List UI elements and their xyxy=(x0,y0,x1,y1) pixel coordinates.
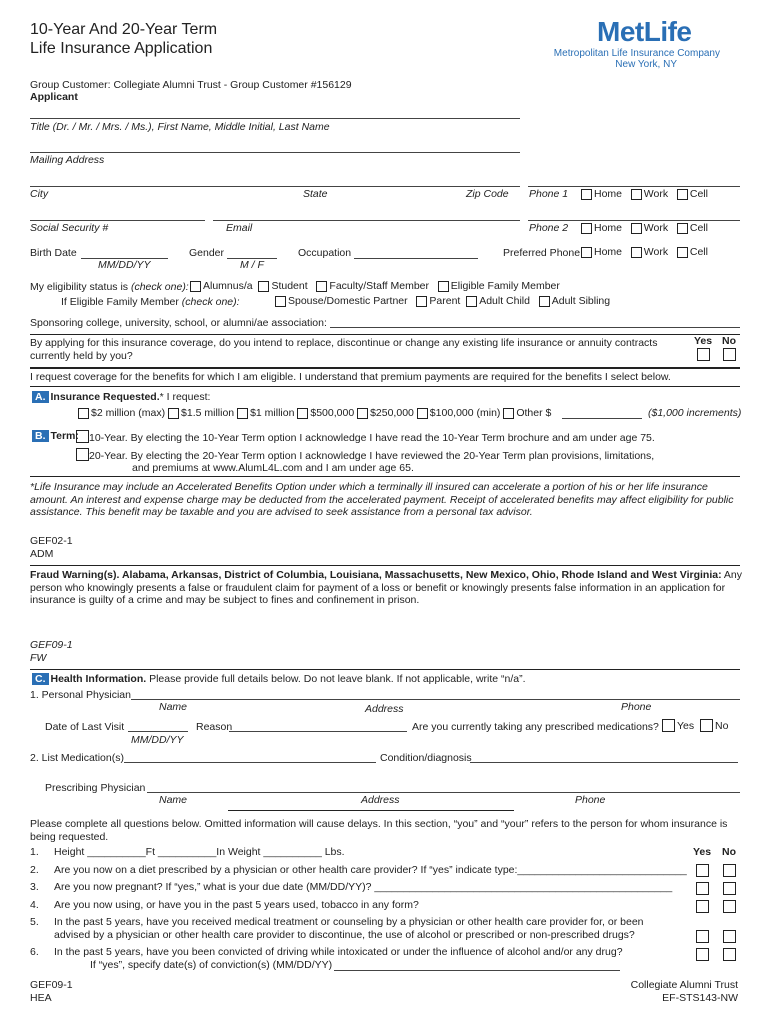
q4-no-checkbox[interactable] xyxy=(723,900,736,913)
checkbox[interactable] xyxy=(316,281,327,292)
footer-trust-name: Collegiate Alumni Trust xyxy=(630,979,738,991)
fraud-warning-text: Any xyxy=(721,569,743,581)
mailing-line[interactable] xyxy=(30,152,520,153)
family-parent-option[interactable] xyxy=(416,295,460,307)
divider xyxy=(30,565,740,566)
option-label: Alumnus/a xyxy=(203,280,253,292)
checkbox[interactable] xyxy=(677,223,688,234)
footer-right xyxy=(631,979,738,1004)
checkbox[interactable] xyxy=(677,189,688,200)
question-4 xyxy=(30,899,419,911)
option-label: Faculty/Staff Member xyxy=(329,280,430,292)
phone1-line[interactable] xyxy=(528,186,740,187)
eligibility-label-hint: (check one): xyxy=(130,281,189,293)
option-label: Home xyxy=(594,222,623,234)
option-label: Home xyxy=(594,188,623,200)
checkbox[interactable] xyxy=(190,281,201,292)
checkbox[interactable] xyxy=(539,296,550,307)
question-number: 4. xyxy=(30,899,39,911)
last-visit-field[interactable] xyxy=(128,731,188,732)
phone1-work-option[interactable] xyxy=(631,188,668,200)
list-meds-label: 2. List Medication(s) xyxy=(30,752,124,764)
checkbox[interactable] xyxy=(466,296,477,307)
form-title-line2: Life Insurance Application xyxy=(30,40,213,57)
last-visit-label: Date of Last Visit xyxy=(45,721,125,733)
sponsoring-label: Sponsoring college, university, school, or alumni/ae association: xyxy=(30,317,327,329)
section-a-sub: * I request: xyxy=(159,391,211,403)
phone2-label: Phone 2 xyxy=(529,222,569,234)
q5-no-checkbox[interactable] xyxy=(723,930,736,943)
q4-yes-checkbox[interactable] xyxy=(696,900,709,913)
state-label: State xyxy=(303,188,328,200)
option-label: Cell xyxy=(689,222,708,234)
checkbox[interactable] xyxy=(76,448,89,461)
question-text: Height __________Ft __________In Weight __________ Lbs. xyxy=(54,846,345,858)
eligibility-label xyxy=(30,281,189,293)
amount-100k-option[interactable] xyxy=(417,407,501,419)
checkbox[interactable] xyxy=(168,408,179,419)
question-2 xyxy=(30,864,687,876)
conviction-dates-field[interactable] xyxy=(334,970,620,971)
option-label: Eligible Family Member xyxy=(450,280,560,292)
birth-date-format: MM/DD/YY xyxy=(98,259,151,271)
city-line[interactable] xyxy=(30,186,520,187)
question-text: Are you now on a diet prescribed by a physician or other health care provider? If “yes” indicate type:_____________________________ xyxy=(54,864,687,876)
phone2-work-option[interactable] xyxy=(631,222,668,234)
form-code-adm xyxy=(30,535,73,561)
checkbox[interactable] xyxy=(438,281,449,292)
option-label: Adult Child xyxy=(479,295,530,307)
fraud-warning xyxy=(30,569,742,607)
phone2-options xyxy=(581,222,708,237)
last-visit-format: MM/DD/YY xyxy=(131,734,184,746)
option-label: Work xyxy=(643,222,669,234)
questions-no-header: No xyxy=(722,846,736,858)
question-text: In the past 5 years, have you been convicted of driving while intoxicated or under the influence of alcohol and/or any drug? xyxy=(54,946,623,958)
eligibility-label-text: My eligibility status is xyxy=(30,281,131,293)
prescribing-field[interactable] xyxy=(147,792,740,793)
prescribing-address-caption: Address xyxy=(361,794,400,806)
eligibility-options-row1 xyxy=(190,280,560,295)
option-label: $2 million (max) xyxy=(91,407,166,419)
condition-field[interactable] xyxy=(470,762,738,763)
section-b-tag: B. xyxy=(32,430,49,442)
term-10-option[interactable] xyxy=(76,430,655,444)
checkbox[interactable] xyxy=(357,408,368,419)
checkbox[interactable] xyxy=(416,296,427,307)
section-c-tag: C. xyxy=(32,673,49,685)
prescribing-phone-caption: Phone xyxy=(575,794,606,806)
disclaimer xyxy=(30,481,734,519)
family-label-hint: (check one): xyxy=(181,296,240,308)
name-label: Title (Dr. / Mr. / Mrs. / Ms.), First Name, Middle Initial, Last Name xyxy=(30,121,330,133)
option-label-line2: and premiums at www.AlumL4L.com and I am under age 65. xyxy=(132,462,414,474)
replace-question-line1: By applying for this insurance coverage, do you intend to replace, discontinue or change any existing life insurance or annuity contracts xyxy=(30,337,658,349)
q2-yes-checkbox[interactable] xyxy=(696,864,709,877)
eligibility-alumnus-option[interactable] xyxy=(190,280,253,292)
replace-question-line2: currently held by you? xyxy=(30,350,133,362)
preferred-cell-option[interactable] xyxy=(677,246,708,258)
divider xyxy=(30,476,740,477)
occupation-label: Occupation xyxy=(298,247,352,259)
physician-name-caption: Name xyxy=(159,701,188,713)
request-statement: I request coverage for the benefits for which I am eligible. I understand that premium payments are required for the benefits I select below. xyxy=(30,371,671,383)
amount-options xyxy=(78,407,551,422)
replace-no-checkbox[interactable] xyxy=(723,348,736,361)
option-label: $100,000 (min) xyxy=(429,407,501,419)
personal-physician-label: 1. Personal Physician xyxy=(30,689,131,701)
amount-500k-option[interactable] xyxy=(297,407,354,419)
option-label: 20-Year. By electing the 20-Year Term option I acknowledge I have reviewed the 20-Year Term plan provisions, limitations, xyxy=(89,450,655,462)
disclaimer-line: *Life Insurance may include an Accelerated Benefits Option under which a terminally ill insured can accelerate a portion of his or her life insurance xyxy=(30,481,708,493)
question-number: 2. xyxy=(30,864,39,876)
option-label: Cell xyxy=(689,188,708,200)
question-text: In the past 5 years, have you received medical treatment or counseling by a physician or other health care provider for, or been xyxy=(54,916,644,928)
option-label: Cell xyxy=(689,246,708,258)
applicant-heading: Applicant xyxy=(30,91,78,103)
checkbox[interactable] xyxy=(297,408,308,419)
city-label: City xyxy=(30,188,49,200)
birth-date-label: Birth Date xyxy=(30,247,77,259)
eligibility-student-option[interactable] xyxy=(258,280,307,292)
code-line: ADM xyxy=(30,548,54,560)
section-c-title: Health Information. xyxy=(50,673,147,685)
company-location: New York, NY xyxy=(615,59,677,70)
checkbox[interactable] xyxy=(76,430,89,443)
meds-answer xyxy=(662,719,728,735)
option-label: Parent xyxy=(429,295,461,307)
complete-note xyxy=(30,818,727,843)
physician-address-caption: Address xyxy=(365,703,404,715)
replace-yes-label: Yes xyxy=(694,335,713,347)
amount-other-field[interactable] xyxy=(562,418,642,419)
fraud-warning-line: person who knowingly presents a false or fraudulent claim for payment of a loss or benefit or knowingly presents false information in an application for xyxy=(30,581,726,594)
question-1 xyxy=(30,846,345,858)
checkbox[interactable] xyxy=(631,189,642,200)
footer-form-number: EF-STS143-NW xyxy=(662,991,738,1004)
complete-note-line: being requested. xyxy=(30,830,109,843)
phone2-cell-option[interactable] xyxy=(677,222,708,234)
checkbox[interactable] xyxy=(581,189,592,200)
family-label xyxy=(61,296,240,308)
checkbox[interactable] xyxy=(581,247,592,258)
company-name: Metropolitan Life Insurance Company xyxy=(553,48,720,59)
physician-phone-caption: Phone xyxy=(621,701,652,713)
sponsoring-field[interactable] xyxy=(330,327,740,328)
preferred-phone-label: Preferred Phone xyxy=(503,247,581,259)
question-text: advised by a physician or other health care provider to discontinue, the use of alcohol or prescribed or non-prescribed drugs? xyxy=(54,929,635,941)
amount-other-option[interactable] xyxy=(503,407,551,419)
name-line[interactable] xyxy=(30,118,520,119)
gender-format: M / F xyxy=(240,259,264,271)
family-label-text: If Eligible Family Member xyxy=(61,296,182,308)
phone1-label: Phone 1 xyxy=(529,188,569,200)
q6-no-checkbox[interactable] xyxy=(723,948,736,961)
question-number: 6. xyxy=(30,946,39,958)
replace-question xyxy=(30,337,657,363)
checkbox[interactable] xyxy=(78,408,89,419)
occupation-field[interactable] xyxy=(354,258,478,259)
option-label: Student xyxy=(271,280,308,292)
disclaimer-line: assistance. This benefit may be taxable and you are advised to seek assistance from a personal tax advisor. xyxy=(30,506,533,518)
meds-yes-option[interactable] xyxy=(662,719,694,732)
form-title-line1: 10-Year And 20-Year Term xyxy=(30,21,218,38)
option-label: Work xyxy=(643,246,669,258)
family-adult-sibling-option[interactable] xyxy=(539,295,610,307)
questions-yes-header: Yes xyxy=(693,846,712,858)
footer-code xyxy=(30,979,73,1004)
section-c-heading xyxy=(32,673,526,685)
fraud-warning-title: Fraud Warning(s). Alabama, Arkansas, District of Columbia, Louisiana, Massachusetts, New Mexico, Ohio, Rhode Island and West Virginia: xyxy=(30,569,722,581)
option-label: $1 million xyxy=(250,407,295,419)
q6-yes-checkbox[interactable] xyxy=(696,948,709,961)
checkbox[interactable] xyxy=(503,408,514,419)
question-5 xyxy=(30,916,644,942)
gender-label: Gender xyxy=(189,247,225,259)
option-label: Spouse/Domestic Partner xyxy=(288,295,408,307)
preferred-home-option[interactable] xyxy=(581,246,622,258)
mailing-label: Mailing Address xyxy=(30,154,105,166)
group-customer: Group Customer: Collegiate Alumni Trust - Group Customer #156129 xyxy=(30,79,352,91)
email-line[interactable] xyxy=(213,220,520,221)
form-code-fw xyxy=(30,639,73,665)
complete-note-line: Please complete all questions below. Omitted information will cause delays. In this section, “you” and “your” refers to the person for whom insurance is xyxy=(30,818,728,830)
divider xyxy=(30,386,740,387)
checkbox[interactable] xyxy=(700,719,713,732)
option-label: Home xyxy=(594,246,623,258)
ssn-line[interactable] xyxy=(30,220,205,221)
phone2-line[interactable] xyxy=(528,220,740,221)
section-b-heading xyxy=(32,430,79,442)
checkbox[interactable] xyxy=(237,408,248,419)
divider xyxy=(30,367,740,369)
checkbox[interactable] xyxy=(417,408,428,419)
divider xyxy=(228,810,514,811)
q3-yes-checkbox[interactable] xyxy=(696,882,709,895)
personal-physician-field[interactable] xyxy=(131,699,740,700)
option-label: 10-Year. By electing the 10-Year Term option I acknowledge I have read the 10-Year Term brochure and am under age 75. xyxy=(89,432,655,444)
email-label: Email xyxy=(226,222,253,234)
amount-increments: ($1,000 increments) xyxy=(648,407,742,419)
checkbox[interactable] xyxy=(258,281,269,292)
metlife-logo: MetLife xyxy=(597,16,692,47)
eligibility-options-row2 xyxy=(275,295,610,310)
meds-question: Are you currently taking any prescribed medications? xyxy=(412,721,659,733)
question-6 xyxy=(30,946,623,972)
option-label: Adult Sibling xyxy=(551,295,611,307)
checkbox[interactable] xyxy=(631,247,642,258)
section-a-title: Insurance Requested. xyxy=(50,391,160,403)
prescribing-label: Prescribing Physician xyxy=(45,782,146,794)
option-label: $500,000 xyxy=(310,407,355,419)
option-label: $1.5 million xyxy=(181,407,235,419)
question-text: Are you now pregnant? If “yes,” what is your due date (MM/DD/YY)? ___________________________________________________ xyxy=(54,881,673,893)
code-line: HEA xyxy=(30,991,52,1004)
option-label: Other $ xyxy=(516,407,552,419)
code-line: FW xyxy=(30,652,47,664)
option-label: Work xyxy=(643,188,669,200)
reason-label: Reason xyxy=(196,721,233,733)
phone1-cell-option[interactable] xyxy=(677,188,708,200)
replace-no-label: No xyxy=(722,335,736,347)
condition-label: Condition/diagnosis xyxy=(380,752,472,764)
family-spouse-option[interactable] xyxy=(275,295,408,307)
q2-no-checkbox[interactable] xyxy=(723,864,736,877)
section-a-tag: A. xyxy=(32,391,49,403)
checkbox[interactable] xyxy=(677,247,688,258)
option-label: $250,000 xyxy=(370,407,414,419)
divider xyxy=(30,669,740,670)
amount-2m-option[interactable] xyxy=(78,407,165,419)
option-label: Yes xyxy=(677,719,695,732)
checkbox[interactable] xyxy=(631,223,642,234)
option-label: No xyxy=(714,719,729,732)
preferred-work-option[interactable] xyxy=(631,246,668,258)
prescribing-name-caption: Name xyxy=(159,794,188,806)
question-number: 1. xyxy=(30,846,39,858)
term-20-option[interactable] xyxy=(76,448,654,474)
question-number: 5. xyxy=(30,916,39,928)
form-title xyxy=(30,20,217,58)
checkbox[interactable] xyxy=(275,296,286,307)
list-meds-field[interactable] xyxy=(124,762,376,763)
code-line: GEF09-1 xyxy=(30,979,73,991)
checkbox[interactable] xyxy=(662,719,675,732)
family-adult-child-option[interactable] xyxy=(466,295,530,307)
phone2-home-option[interactable] xyxy=(581,222,622,234)
amount-1-5m-option[interactable] xyxy=(168,407,234,419)
section-a-heading xyxy=(32,391,210,403)
question-number: 3. xyxy=(30,881,39,893)
question-text: Are you now using, or have you in the past 5 years used, tobacco in any form? xyxy=(54,899,419,911)
amount-250k-option[interactable] xyxy=(357,407,414,419)
phone1-options xyxy=(581,188,708,203)
preferred-phone-options xyxy=(581,246,708,261)
section-b-title: Term: xyxy=(50,430,79,442)
ssn-label: Social Security # xyxy=(30,222,109,234)
checkbox[interactable] xyxy=(581,223,592,234)
q5-yes-checkbox[interactable] xyxy=(696,930,709,943)
replace-yes-checkbox[interactable] xyxy=(697,348,710,361)
fraud-warning-line: insurance is guilty of a crime and may be subject to fines and confinement in prison. xyxy=(30,594,420,606)
q3-no-checkbox[interactable] xyxy=(723,882,736,895)
eligibility-faculty-option[interactable] xyxy=(316,280,429,292)
code-line: GEF09-1 xyxy=(30,639,73,651)
reason-field[interactable] xyxy=(229,731,407,732)
amount-1m-option[interactable] xyxy=(237,407,294,419)
question-3 xyxy=(30,881,672,893)
meds-no-option[interactable] xyxy=(700,719,728,732)
disclaimer-line: amount. An interest and expense charge may be deducted from the accelerated payment. Receipt of accelerated benefits may affect eligibility for public xyxy=(30,493,734,506)
section-c-sub: Please provide full details below. Do not leave blank. If not applicable, write “n/a”. xyxy=(146,673,526,685)
divider xyxy=(30,334,740,335)
zip-label: Zip Code xyxy=(466,188,509,200)
phone1-home-option[interactable] xyxy=(581,188,622,200)
eligibility-family-option[interactable] xyxy=(438,280,560,292)
code-line: GEF02-1 xyxy=(30,535,73,547)
question-text: If “yes”, specify date(s) of conviction(s) (MM/DD/YY) xyxy=(90,959,333,971)
